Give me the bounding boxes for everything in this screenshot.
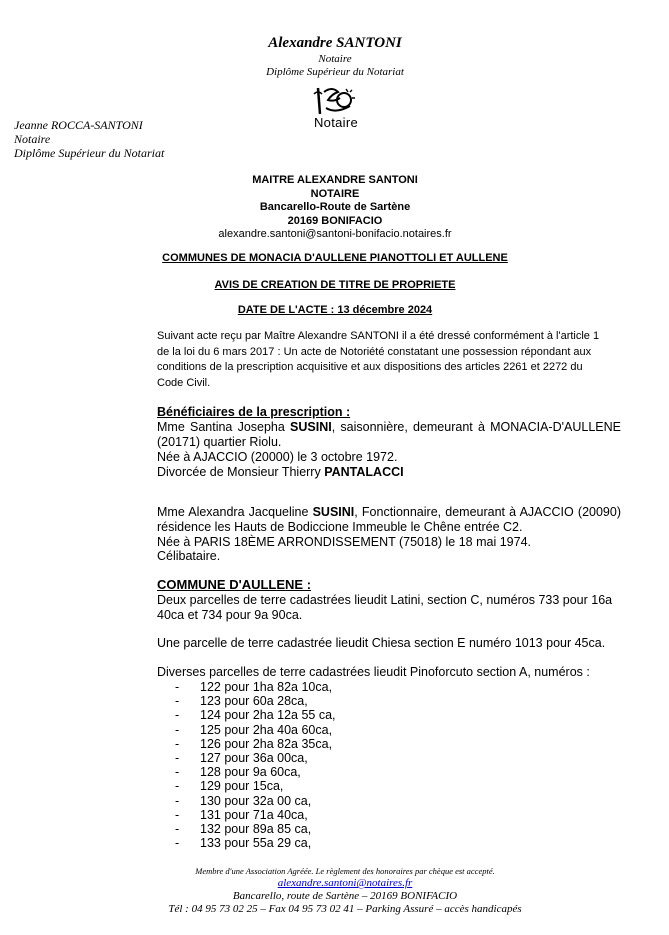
beneficiary-1-status [157, 465, 404, 480]
beneficiary-1-post: , saisonnière, demeurant à MONACIA-D'AULLENE (20171) quartier Riolu. [157, 420, 621, 449]
office-block [200, 174, 470, 242]
associate-name: Jeanne ROCCA-SANTONI [14, 118, 143, 132]
parcel-text: 127 pour 36a 00ca, [200, 751, 308, 766]
parcel-text: 125 pour 2ha 40a 60ca, [200, 722, 333, 737]
beneficiary-1-surname: SUSINI [290, 420, 332, 434]
office-line-1: MAITRE ALEXANDRE SANTONI [252, 174, 418, 186]
beneficiary-1-ex-spouse: PANTALACCI [324, 465, 404, 479]
parcel-text: 124 pour 2ha 12a 55 ca, [200, 708, 336, 723]
list-item: - 123 pour 60a 28ca, [175, 694, 308, 709]
notary-diploma: Diplôme Supérieur du Notariat [266, 66, 404, 78]
beneficiaries-heading: Bénéficiaires de la prescription : [157, 405, 351, 419]
parcel-text: 128 pour 9a 60ca, [200, 765, 301, 780]
parcel-text: 133 pour 55a 29 ca, [200, 836, 312, 851]
logo-label: Notaire [313, 115, 358, 130]
parcel-text: 132 pour 89a 85 ca, [200, 822, 312, 837]
office-city: 20169 BONIFACIO [287, 214, 383, 227]
parcel-paragraph-1: Deux parcelles de terre cadastrées lieudit Latini, section C, numéros 733 pour 16a 40ca et 734 pour 9a 90ca. [157, 593, 613, 622]
footer-email-wrap [200, 877, 490, 889]
parcel-text: 130 pour 32a 00 ca, [200, 793, 312, 808]
list-item: - 124 pour 2ha 12a 55 ca, [175, 708, 336, 723]
footer-association: Membre d'une Association Agréée. Le règlement des honoraires par chèque est accepté. [195, 866, 495, 876]
footer-address: Bancarello, route de Sartène – 20169 BONIFACIO [232, 890, 458, 902]
notary-name: Alexandre SANTONI [268, 35, 402, 51]
commune-heading: COMMUNE D'AULLENE : [157, 577, 312, 592]
office-email[interactable]: alexandre.santoni@santoni-bonifacio.notaires.fr [218, 228, 452, 240]
beneficiary-2-pre: Mme Alexandra Jacqueline [157, 505, 313, 519]
beneficiary-2-surname: SUSINI [312, 505, 355, 519]
parcel-text: 122 pour 1ha 82a 10ca, [200, 680, 333, 694]
list-item: - 131 pour 71a 40ca, [175, 807, 308, 822]
list-item: - 125 pour 2ha 40a 60ca, [175, 722, 333, 737]
beneficiary-1 [157, 420, 621, 450]
intro-paragraph: Suivant acte reçu par Maître Alexandre SANTONI il a été dressé conformément à l'article 1 de la loi du 6 mars 2017 : Un acte de Notoriété constatant une possession répondant aux conditions de la prescription acquisitive et aux dispositions des articles 2261 et 2272 du Code Civil. [157, 330, 600, 389]
parcel-paragraph-2: Une parcelle de terre cadastrée lieudit Chiesa section E numéro 1013 pour 45ca. [157, 636, 606, 650]
list-item: - 127 pour 36a 00ca, [175, 751, 308, 766]
list-item: - 133 pour 55a 29 ca, [175, 836, 312, 851]
communes-heading: COMMUNES DE MONACIA D'AULLENE PIANOTTOLI ET AULLENE [162, 252, 508, 264]
notary-title: Notaire [318, 53, 352, 65]
beneficiary-2-post: , Fonctionnaire, demeurant à AJACCIO (20090) résidence les Hauts de Bodiccione Immeuble le Chêne entrée C2. [157, 505, 621, 534]
list-item: - 130 pour 32a 00 ca, [175, 793, 312, 808]
date-heading: DATE DE L'ACTE : 13 décembre 2024 [237, 304, 433, 316]
parcel-text: 131 pour 71a 40ca, [200, 807, 308, 822]
notaire-emblem-icon [306, 84, 366, 118]
beneficiary-2-status: Célibataire. [157, 549, 221, 563]
office-address: Bancarello-Route de Sartène [259, 201, 411, 213]
avis-heading: AVIS DE CREATION DE TITRE DE PROPRIETE [214, 279, 456, 291]
list-item: - 128 pour 9a 60ca, [175, 765, 301, 780]
list-item: - 122 pour 1ha 82a 10ca, [175, 680, 333, 694]
list-item: - 129 pour 15ca, [175, 779, 284, 794]
beneficiary-1-birth: Née à AJACCIO (20000) le 3 octobre 1972. [157, 450, 398, 464]
parcel-text: 126 pour 2ha 82a 35ca, [200, 736, 333, 751]
beneficiary-1-status-text: Divorcée de Monsieur Thierry [157, 465, 325, 479]
parcel-text: 123 pour 60a 28ca, [200, 694, 308, 709]
beneficiary-2-birth: Née à PARIS 18ÈME ARRONDISSEMENT (75018) le 18 mai 1974. [157, 535, 532, 549]
parcel-paragraph-3: Diverses parcelles de terre cadastrées lieudit Pinoforcuto section A, numéros : [157, 665, 590, 679]
parcel-list [157, 680, 336, 850]
notaire-logo [306, 84, 366, 132]
list-item: - 126 pour 2ha 82a 35ca, [175, 736, 333, 751]
associate-title: Notaire [14, 132, 51, 146]
office-line-2: NOTAIRE [310, 187, 360, 200]
beneficiary-1-pre: Mme Santina Josepha [157, 420, 291, 434]
footer-email-link[interactable]: alexandre.santoni@notaires.fr [277, 877, 413, 889]
list-item: - 132 pour 89a 85 ca, [175, 822, 312, 837]
parcel-text: 129 pour 15ca, [200, 779, 284, 794]
associate-block [14, 118, 164, 160]
associate-diploma: Diplôme Supérieur du Notariat [14, 146, 165, 160]
footer-contact: Tél : 04 95 73 02 25 – Fax 04 95 73 02 41 – Parking Assuré – accès handicapés [168, 903, 522, 915]
beneficiary-2 [157, 505, 621, 535]
